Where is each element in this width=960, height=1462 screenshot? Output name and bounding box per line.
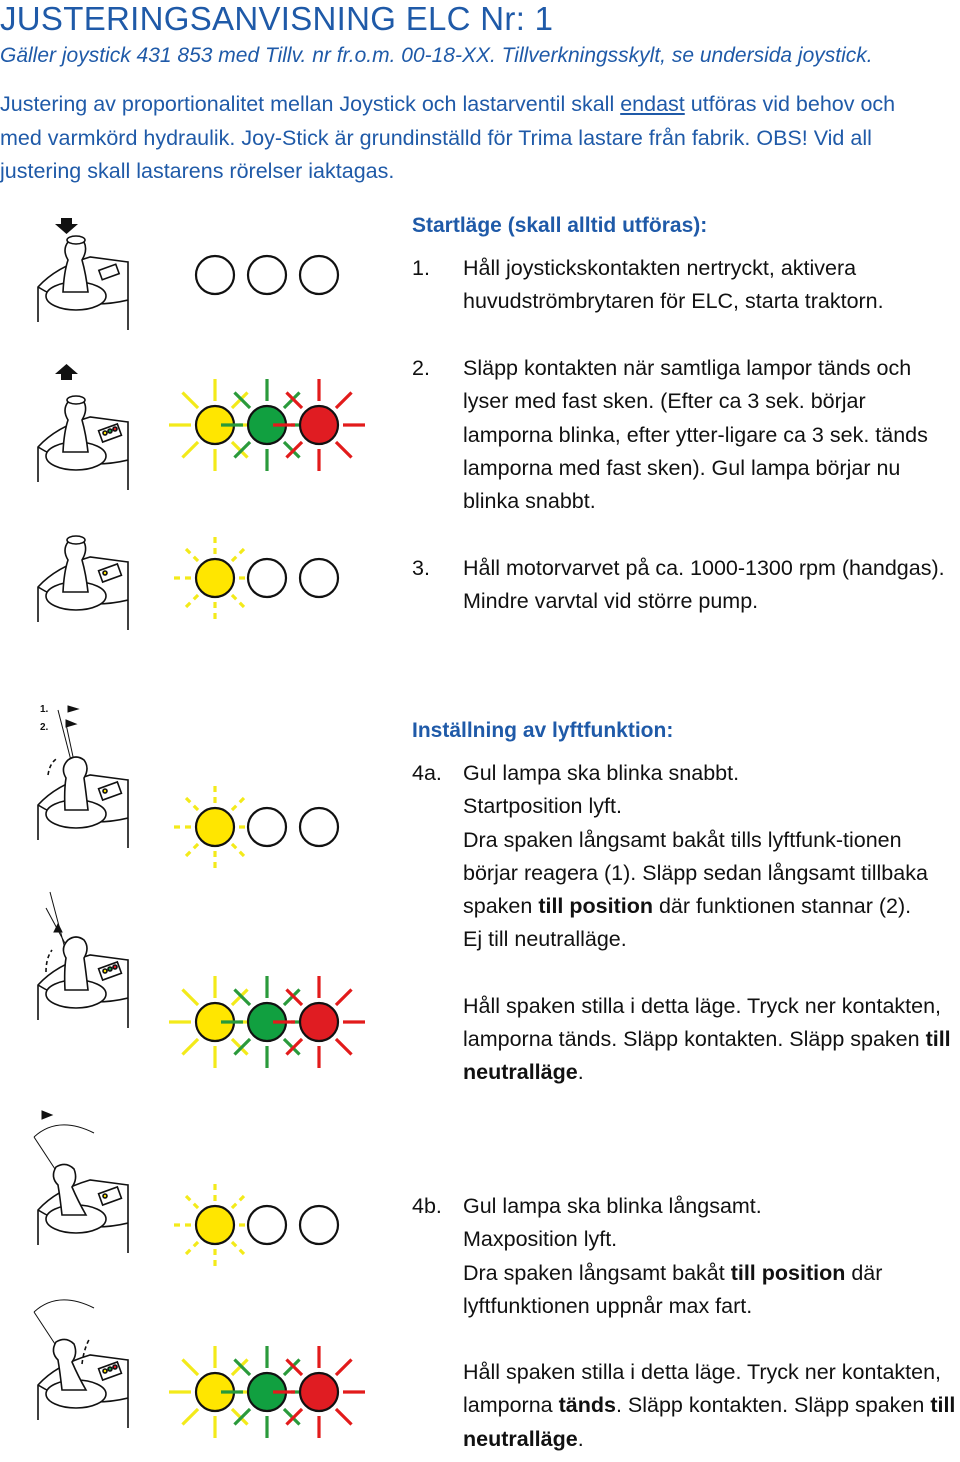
yellow-lamp-ray [232,989,248,1005]
joystick-illustration [38,1338,128,1428]
document-title: JUSTERINGSANVISNING ELC Nr: 1 [0,0,554,37]
yellow-lamp-ray [182,442,198,458]
yellow-lamp-ray [182,392,198,408]
yellow-lamp-ray [232,595,248,611]
yellow-lamp-flash [196,1206,234,1244]
green-lamp-off [248,808,286,846]
step-line: Ej till neutralläge. [463,927,627,952]
step-4a [412,757,957,1090]
red-lamp-ray [286,392,302,408]
joystick-figure-5 [28,880,138,1030]
emphasis-bold: till position [538,894,653,919]
yellow-lamp-ray [182,1242,198,1258]
red-lamp-ray [286,1359,302,1375]
red-lamp-ray [336,442,352,458]
yellow-lamp-ray [182,794,198,810]
yellow-lamp-ray [182,989,198,1005]
green-lamp-ray [284,1409,300,1425]
yellow-lamp-ray [182,1409,198,1425]
joystick-illustration [38,1164,128,1253]
step-line: Maxposition lyft. [463,1227,618,1252]
yellow-lamp-ray [232,1039,248,1055]
red-lamp-ray [336,1039,352,1055]
red-lamp-on [300,1373,338,1411]
step-4b [412,1190,957,1456]
green-lamp-off [248,1206,286,1244]
step-number: 3. [412,556,430,580]
step-paragraph: Dra spaken långsamt bakåt till position där lyftfunktionen uppnår max fart. [463,1260,883,1318]
green-lamp-off [248,559,286,597]
lamp-panel-1 [170,205,370,345]
yellow-lamp-ray [232,545,248,561]
red-lamp-off [300,256,338,294]
step-number: 4a. [412,761,442,785]
red-lamp-ray [336,989,352,1005]
lamp-panel-7 [170,1322,370,1462]
step-line: Startposition lyft. [463,794,622,819]
red-lamp-ray [286,989,302,1005]
arrow-down-icon [55,218,78,234]
joystick-illustration [38,757,128,848]
emphasis-bold: tänds [558,1393,616,1418]
emphasis-bold: till neutralläge [463,1027,951,1085]
yellow-lamp-ray [182,1192,198,1208]
position-label: 2. [40,722,49,733]
joystick-figure-6 [28,1105,138,1255]
yellow-lamp-ray [232,794,248,810]
joystick-illustration [38,236,128,330]
yellow-lamp-flash [196,808,234,846]
lamp-panel-4 [170,757,370,897]
emphasis-bold: till position [730,1260,846,1285]
step-line: Gul lampa ska blinka snabbt. [463,761,740,785]
green-lamp-ray [234,989,250,1005]
joystick-figure-1 [28,212,138,337]
joystick-figure-2 [28,362,138,497]
yellow-lamp-ray [182,595,198,611]
yellow-lamp-off [196,256,234,294]
yellow-lamp-ray [232,1242,248,1258]
arrow-up-icon [55,364,78,380]
green-lamp-ray [284,442,300,458]
yellow-lamp-ray [232,1192,248,1208]
yellow-lamp-ray [182,1359,198,1375]
document-subtitle: Gäller joystick 431 853 med Tillv. nr fr.o.m. 00-18-XX. Tillverkningsskylt, se undersida joystick. [0,44,873,67]
yellow-lamp-ray [232,844,248,860]
section-lift [412,719,957,743]
yellow-lamp-ray [232,392,248,408]
green-lamp-ray [284,392,300,408]
lamp-panel-2 [170,355,370,495]
green-lamp-ray [234,1359,250,1375]
red-lamp-off [300,559,338,597]
yellow-lamp-ray [232,1409,248,1425]
green-lamp-ray [284,989,300,1005]
joystick-illustration [38,536,128,630]
red-lamp-off [300,808,338,846]
emphasis-underlined: endast [620,92,685,116]
step-paragraph: Håll spaken stilla i detta läge. Tryck ner kontakten, lamporna tänds. Släpp kontakten. Släpp spaken till neutralläge. [463,993,951,1085]
red-lamp-off [300,1206,338,1244]
lamp-panel-6 [170,1155,370,1295]
step-text: Håll joystickskontakten nertryckt, aktivera huvudströmbrytaren för ELC, starta traktorn. [463,256,884,314]
arrow-icon [42,1111,52,1119]
red-lamp-ray [336,1409,352,1425]
step-paragraph: Dra spaken långsamt bakåt tills lyftfunk-tionen börjar reagera (1). Släpp sedan långsamt tillbaka spaken till position där funktionen stannar (2). [463,827,928,919]
green-lamp-ray [234,1409,250,1425]
intro-paragraph: Justering av proportionalitet mellan Joystick och lastarventil skall endast utföras vid behov och med varmkörd hydraulik. Joy-Stick är grundinställd för Trima lastare från fabrik. OBS! Vid all justering skall lastarens rörelser iaktagas. [0,92,896,183]
emphasis-bold: till neutralläge [463,1393,956,1451]
joystick-figure-4 [28,700,138,850]
step-2 [412,352,957,518]
lamp-panel-3 [170,508,370,648]
red-lamp-on [300,1003,338,1041]
yellow-lamp-ray [232,442,248,458]
yellow-lamp-flash [196,559,234,597]
yellow-lamp-ray [232,1359,248,1375]
green-lamp-ray [234,442,250,458]
section-start [412,214,957,238]
lamp-panel-5 [170,952,370,1092]
position-label: 1. [40,704,49,715]
green-lamp-ray [234,1039,250,1055]
step-text: Håll motorvarvet på ca. 1000-1300 rpm (handgas). Mindre varvtal vid större pump. [463,556,945,614]
red-lamp-ray [286,1039,302,1055]
yellow-lamp-ray [182,844,198,860]
joystick-figure-3 [28,512,138,637]
red-lamp-ray [286,1409,302,1425]
red-lamp-ray [336,1359,352,1375]
yellow-lamp-ray [182,1039,198,1055]
step-text: Släpp kontakten när samtliga lampor tänds och lyser med fast sken. (Efter ca 3 sek. börjar lamporna blinka, efter ytter-ligare ca 3 sek. tänds lamporna med fast sken). Gul lampa börjar nu blinka snabbt. [463,356,928,514]
green-lamp-ray [284,1039,300,1055]
step-number: 1. [412,256,430,280]
joystick-figure-7 [28,1280,138,1430]
step-line: Gul lampa ska blinka långsamt. [463,1194,762,1218]
step-3 [412,552,957,619]
joystick-illustration [38,396,128,490]
step-1 [412,252,957,319]
yellow-lamp-ray [182,545,198,561]
red-lamp-on [300,406,338,444]
red-lamp-ray [336,392,352,408]
step-number: 2. [412,356,430,380]
section-heading-lift: Inställning av lyftfunktion: [412,719,674,742]
arrow-icon [66,720,76,727]
green-lamp-ray [284,1359,300,1375]
arrow-icon [68,706,78,712]
green-lamp-ray [234,392,250,408]
joystick-illustration [38,937,128,1028]
red-lamp-ray [286,442,302,458]
section-heading-start: Startläge (skall alltid utföras): [412,214,708,237]
step-paragraph: Håll spaken stilla i detta läge. Tryck ner kontakten, lamporna tänds. Släpp kontakten. Släpp spaken till neutralläge. [463,1360,956,1451]
green-lamp-off [248,256,286,294]
step-number: 4b. [412,1194,442,1218]
